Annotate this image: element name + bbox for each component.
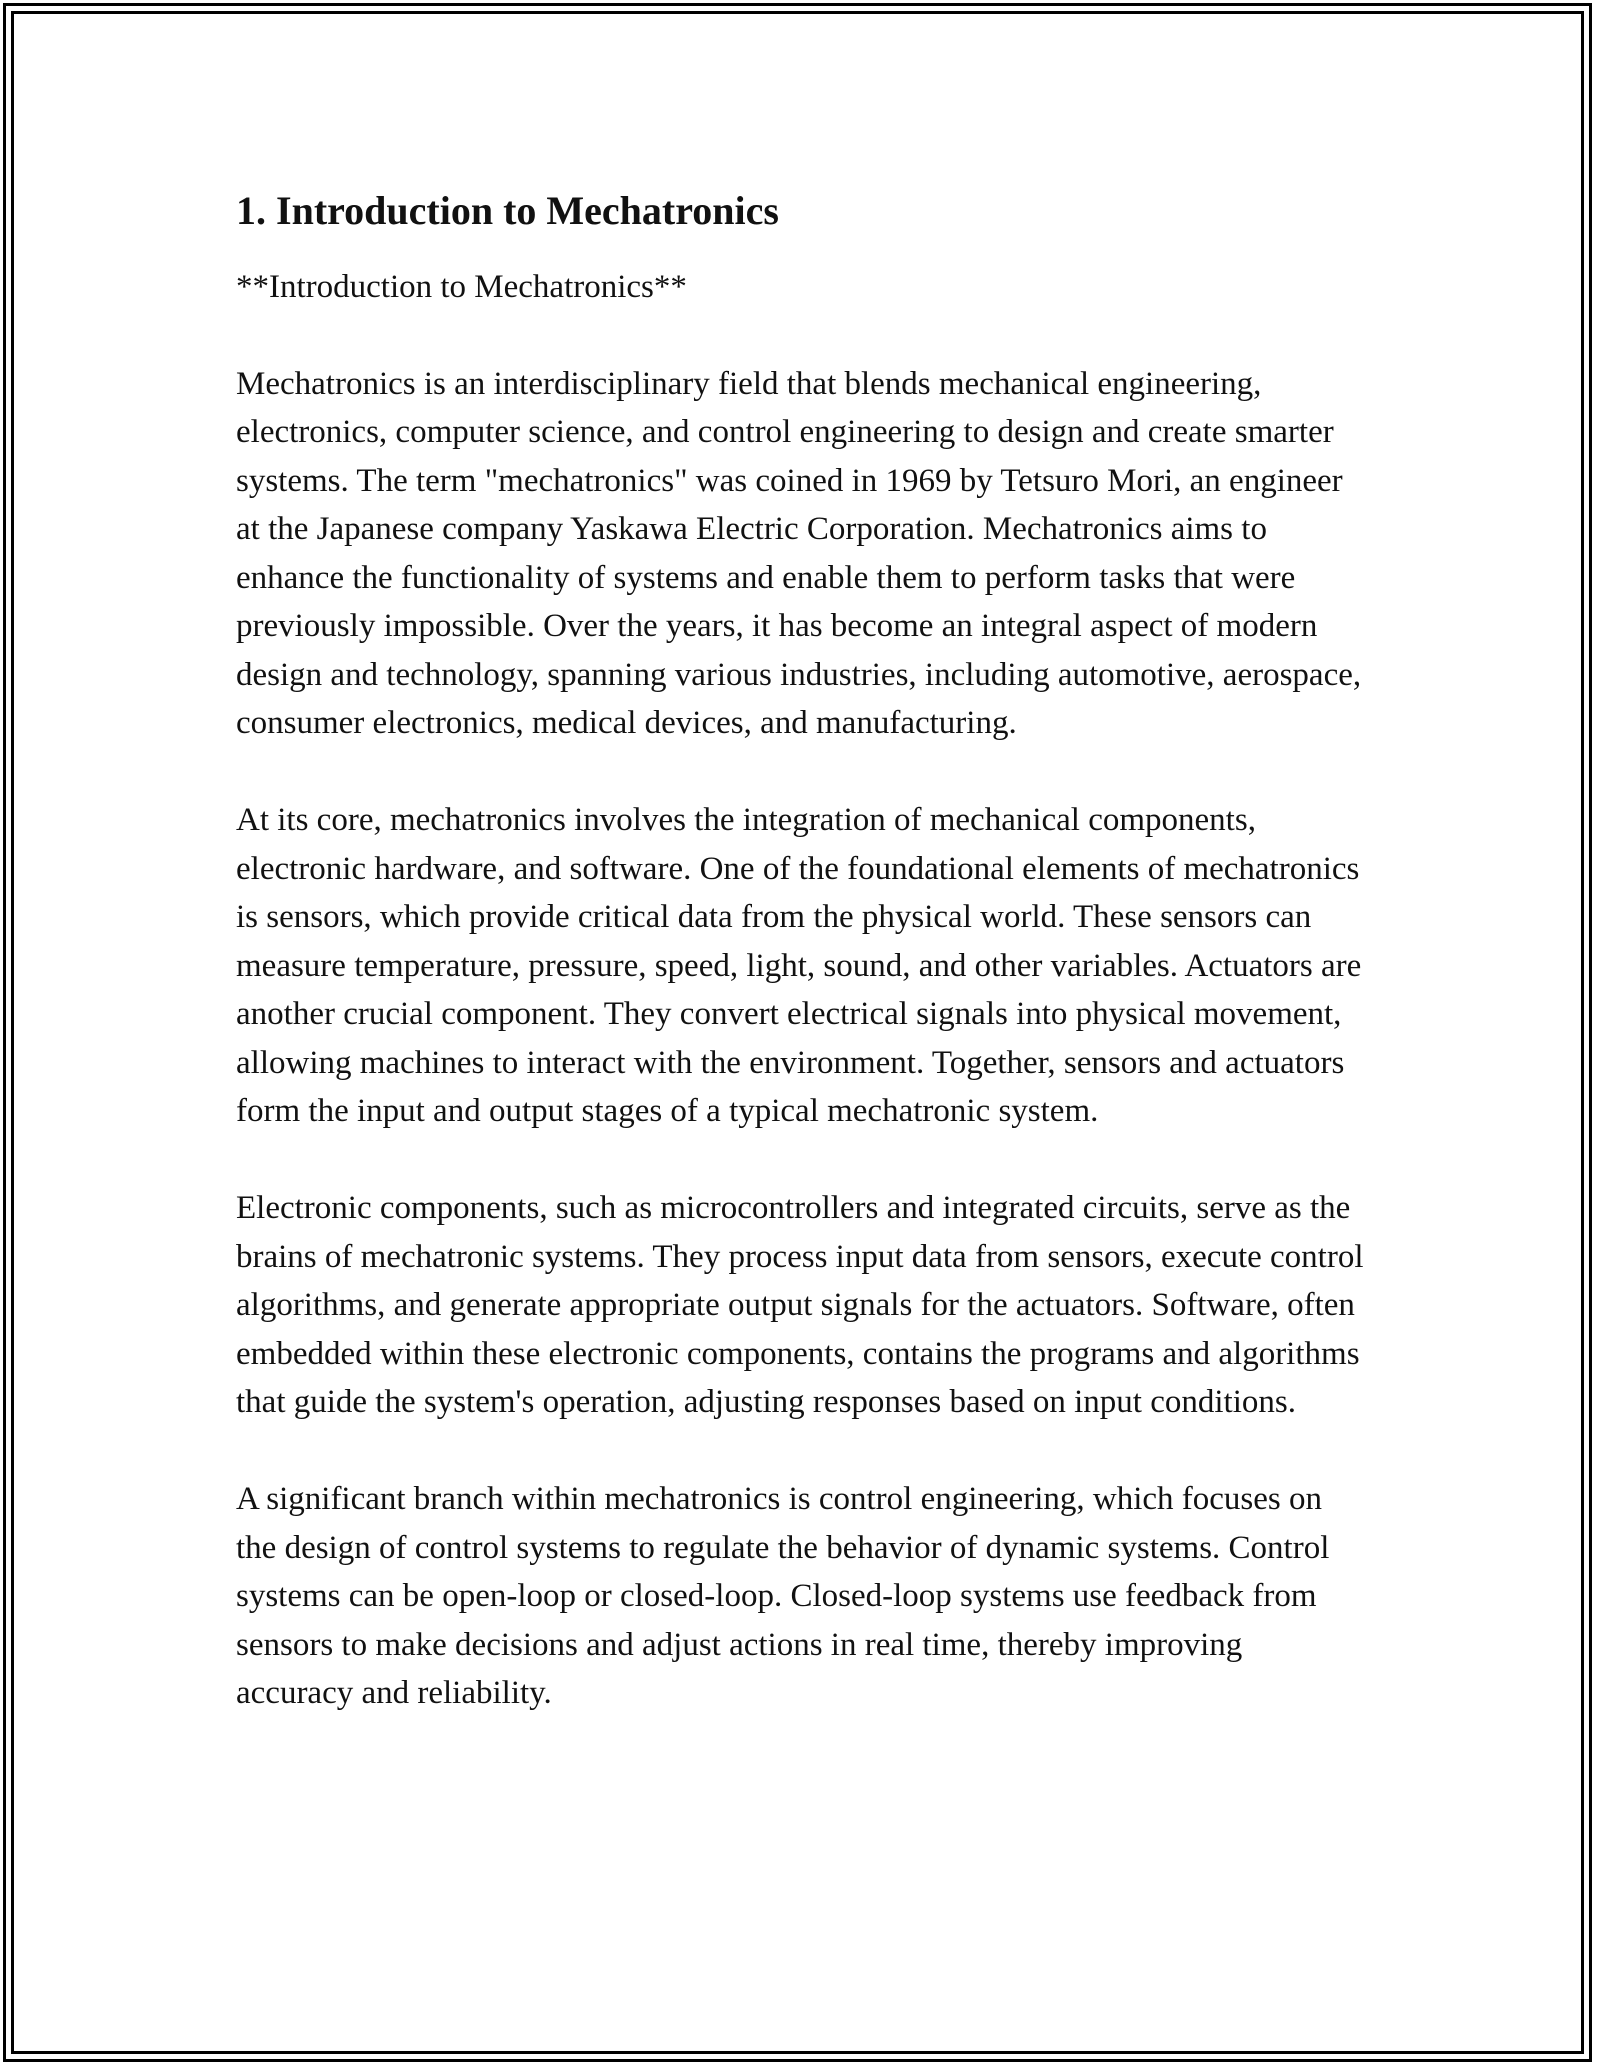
paragraph-3: Electronic components, such as microcontrollers and integrated circuits, serve as the brains of mechatronic systems. They process input data from sensors, execute control algorithms, and generate appropriate output signals for the actuators. Software, often embedded within these electronic components, contains the programs and algorithms that guide the system's operation, adjusting responses based on input conditions.	[236, 1190, 1364, 1420]
paragraph-1: Mechatronics is an interdisciplinary field that blends mechanical engineering, electronics, computer science, and control engineering to design and create smarter systems. The term "mechatronics" was coined in 1969 by Tetsuro Mori, an engineer at the Japanese company Yaskawa Electric Corporation. Mechatronics aims to enhance the functionality of systems and enable them to perform tasks that were previously impossible. Over the years, it has become an integral aspect of modern design and technology, spanning various industries, including automotive, aerospace, consumer electronics, medical devices, and manufacturing.	[236, 365, 1362, 741]
paragraph-2: At its core, mechatronics involves the integration of mechanical components, electronic hardware, and software. One of the foundational elements of mechatronics is sensors, which provide critical data from the physical world. These sensors can measure temperature, pressure, speed, light, sound, and other variables. Actuators are another crucial component. They convert electrical signals into physical movement, allowing machines to interact with the environment. Together, sensors and actuators form the input and output stages of a typical mechatronic system.	[236, 802, 1362, 1129]
section-heading: 1. Introduction to Mechatronics	[236, 188, 779, 233]
section-subtitle: **Introduction to Mechatronics**	[236, 269, 687, 305]
paragraph-4: A significant branch within mechatronics is control engineering, which focuses on the design of control systems to regulate the behavior of dynamic systems. Control systems can be open-loop or closed-loop. Closed-loop systems use feedback from sensors to make decisions and adjust actions in real time, thereby improving accuracy and reliability.	[236, 1481, 1330, 1711]
document-body	[236, 185, 1366, 1766]
